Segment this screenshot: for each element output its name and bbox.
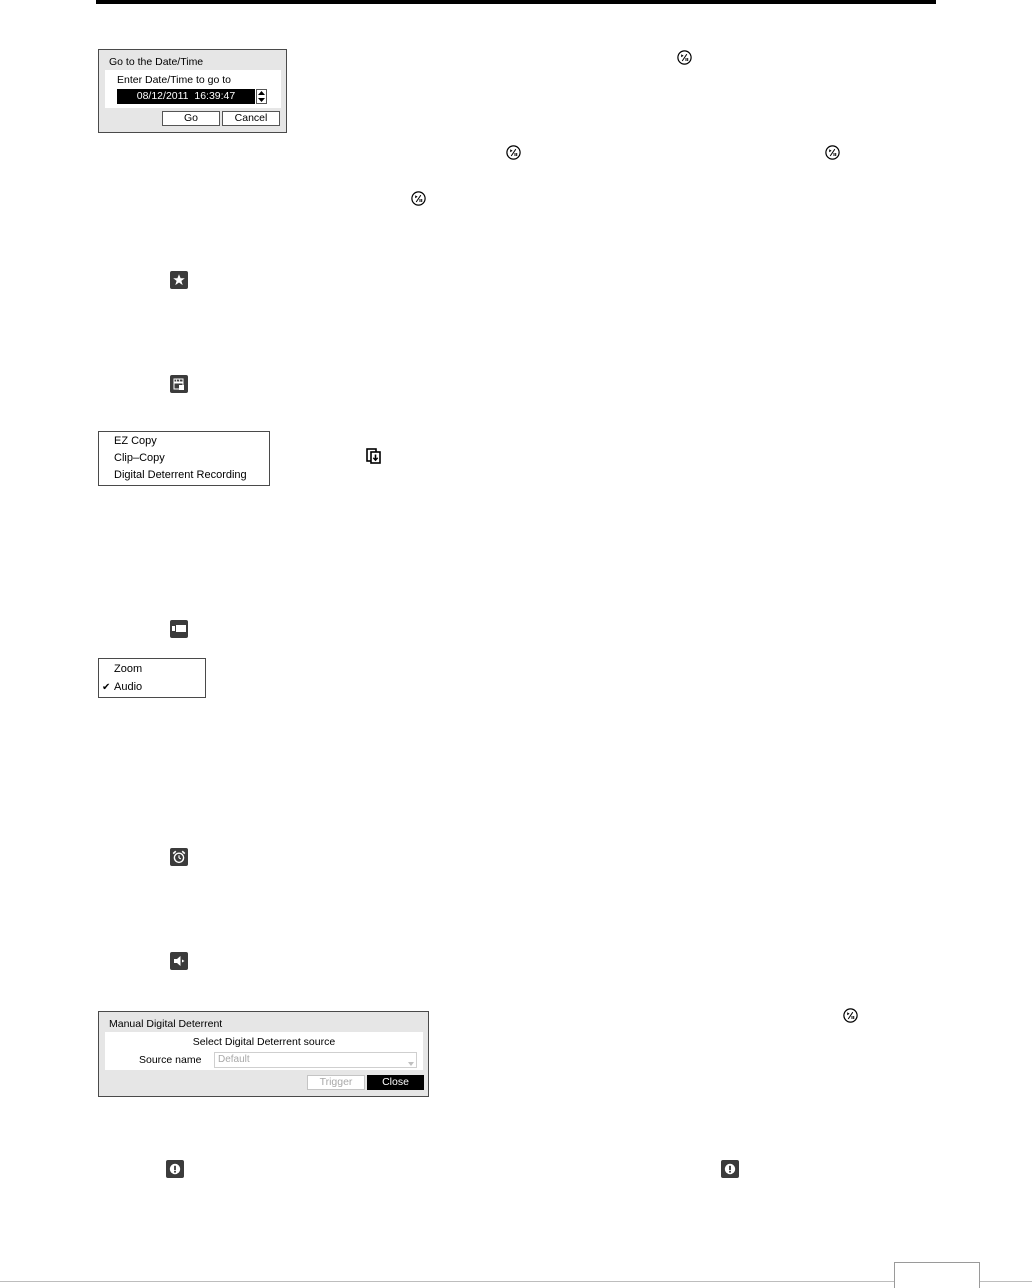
dialog-title: Go to the Date/Time [109,56,204,68]
play-pause-icon [677,50,692,65]
source-name-select[interactable] [214,1052,417,1068]
clip-copy-icon [170,375,188,393]
footer-rule [0,1281,1032,1282]
speaker-icon [170,952,188,970]
check-icon: ✔ [102,682,111,693]
menu-item-ez-copy[interactable]: EZ Copy [114,435,157,447]
page-number-box [894,1262,980,1288]
trigger-button[interactable]: Trigger [307,1075,365,1090]
datetime-spinner[interactable] [256,89,267,104]
close-button[interactable]: Close [367,1075,424,1090]
source-name-label: Source name [139,1054,202,1066]
header-rule [96,0,936,4]
manual-digital-deterrent-dialog [98,1011,429,1097]
play-pause-icon [843,1008,858,1023]
play-pause-icon [411,191,426,206]
menu-item-label: Zoom [114,663,143,675]
copy-menu [98,431,270,486]
play-pause-icon [825,145,840,160]
source-name-value: Default [218,1054,250,1065]
alert-icon [721,1160,739,1178]
alert-icon [166,1160,184,1178]
spin-up-icon [258,91,265,95]
goto-datetime-dialog [98,49,287,133]
spin-down-icon [258,98,265,102]
dialog-body [105,1032,423,1070]
camera-icon [170,620,188,638]
dialog-title: Manual Digital Deterrent [109,1018,223,1030]
copy-file-icon [366,448,382,464]
menu-item-audio[interactable] [102,681,142,693]
cancel-button[interactable]: Cancel [222,111,280,126]
deterrent-heading: Select Digital Deterrent source [192,1036,336,1048]
star-icon [170,271,188,289]
camera-menu [98,658,206,698]
datetime-field[interactable]: 08/12/2011 16:39:47 [117,89,255,104]
menu-item-label: Audio [114,681,143,693]
menu-item-zoom[interactable] [102,663,142,675]
menu-item-digital-deterrent-recording[interactable]: Digital Deterrent Recording [114,469,247,481]
alarm-clock-icon [170,848,188,866]
chevron-down-icon [408,1062,414,1066]
dialog-body [105,70,281,108]
go-button[interactable]: Go [162,111,220,126]
menu-item-clip-copy[interactable]: Clip–Copy [114,452,165,464]
datetime-prompt: Enter Date/Time to go to [117,74,231,86]
play-pause-icon [506,145,521,160]
